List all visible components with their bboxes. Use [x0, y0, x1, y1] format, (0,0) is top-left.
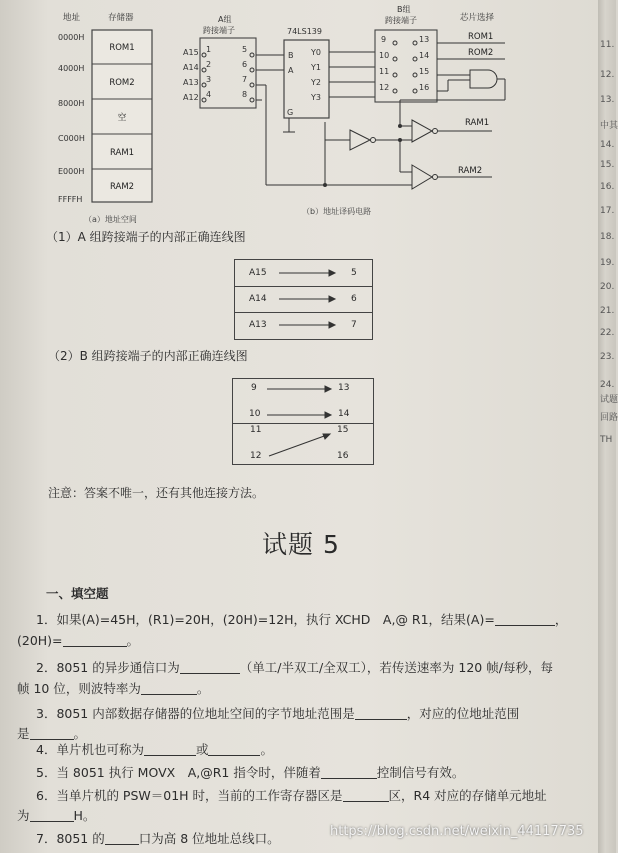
group-a-a14: A14 — [183, 63, 199, 72]
mem-block-ram2: RAM2 — [109, 182, 135, 192]
margin-text: 12. — [600, 70, 615, 80]
group-a-title: A组 — [218, 15, 232, 24]
question-7: 7．8051 的 口为高 8 位地址总线口。 — [36, 831, 280, 846]
svg-text:13: 13 — [419, 35, 430, 44]
question-6: 6．当单片机的 PSW＝01H 时，当前的工作寄存器区是 区，R4 对应的存储单元地址 — [36, 788, 547, 803]
svg-text:1: 1 — [206, 45, 212, 54]
svg-text:4: 4 — [206, 90, 212, 99]
table-a-right-3: 7 — [351, 320, 357, 330]
decoder-y0: Y0 — [311, 48, 321, 57]
answer-blank[interactable] — [355, 707, 407, 720]
margin-text: 17. — [600, 206, 615, 216]
chip-select-title: 芯片选择 — [460, 13, 495, 23]
question-1: 1．如果(A)=45H，(R1)=20H，(20H)=12H，执行 XCHD A,@ R1，结果(A)= ， — [36, 612, 568, 627]
margin-text: 16. — [600, 182, 615, 192]
decoder-input-a: A — [288, 66, 294, 75]
address-0000h: 0000H — [58, 33, 85, 42]
svg-text:8: 8 — [242, 90, 248, 99]
question-3: 3．8051 内部数据存储器的位地址空间的字节地址范围是 ，对应的位地址范围 — [36, 706, 520, 721]
answer-blank[interactable] — [141, 682, 197, 695]
next-page-edge — [598, 0, 616, 853]
decoder-input-g: G — [287, 108, 294, 117]
decoder-title: 74LS139 — [287, 27, 322, 36]
mem-block-rom2: ROM2 — [109, 78, 135, 88]
margin-text: 18. — [600, 232, 615, 242]
question-5: 5．当 8051 执行 MOVX A,@R1 指令时，伴随着 控制信号有效。 — [36, 765, 465, 780]
svg-text:6: 6 — [242, 60, 248, 69]
answer-blank[interactable] — [105, 832, 139, 845]
answer-blank[interactable] — [180, 661, 240, 674]
exam-title: 试题 5 — [262, 530, 340, 559]
mem-header-mem: 存储器 — [108, 13, 134, 23]
group-a-subtitle: 跨接端子 — [203, 26, 235, 35]
margin-text: 19. — [600, 258, 615, 268]
answer-blank[interactable] — [343, 789, 389, 802]
chip-select-rom2: ROM2 — [468, 48, 494, 58]
table-a — [234, 259, 373, 340]
margin-text: 13. — [600, 95, 615, 105]
group-a-a12: A12 — [183, 93, 199, 102]
margin-text: 11. — [600, 40, 615, 50]
answer-blank[interactable] — [63, 634, 127, 647]
table-a-left-3: A13 — [249, 320, 267, 330]
table-b-frame-lower — [232, 420, 374, 465]
caption-a: （a）地址空间 — [84, 215, 137, 224]
chip-select-ram1: RAM1 — [465, 118, 490, 128]
mem-block-rom1: ROM1 — [109, 43, 135, 53]
table-b: 9 10 13 14 — [232, 378, 374, 424]
svg-text:10: 10 — [379, 51, 390, 60]
address-4000h: 4000H — [58, 64, 85, 73]
table-a-left-1: A15 — [249, 268, 267, 278]
answer-blank[interactable] — [144, 743, 196, 756]
table-a-right-2: 6 — [351, 294, 357, 304]
question-6-cont: 为 H。 — [17, 808, 96, 823]
margin-text: 20. — [600, 282, 615, 292]
question-2: 2．8051 的异步通信口为 （单工/半双工/全双工），若传送速率为 120 帧/每秒，每 — [36, 660, 553, 675]
answer-line-2: （2）B 组跨接端子的内部正确连线图 — [48, 349, 248, 363]
answer-line-1: （1）A 组跨接端子的内部正确连线图 — [46, 230, 246, 244]
table-a-arrows — [235, 260, 372, 339]
margin-text: 中其 — [600, 121, 618, 131]
decoder-y1: Y1 — [311, 63, 321, 72]
mem-block-ram1: RAM1 — [109, 148, 135, 158]
margin-text: 24. — [600, 380, 615, 390]
watermark: https://blog.csdn.net/weixin_44117735 — [330, 824, 584, 839]
mem-header-addr: 地址 — [63, 13, 81, 23]
address-e000h: E000H — [58, 167, 85, 176]
answer-blank[interactable] — [30, 809, 74, 822]
address-decoder-figure — [0, 0, 600, 230]
margin-text: 21. — [600, 306, 615, 316]
table-a-left-2: A14 — [249, 294, 267, 304]
svg-text:9: 9 — [381, 35, 387, 44]
table-b-arrows-top — [233, 379, 373, 423]
mem-block-empty: 空 — [117, 113, 127, 123]
answer-blank[interactable] — [208, 743, 260, 756]
section-heading: 一、填空题 — [46, 586, 109, 601]
group-a-a15: A15 — [183, 48, 199, 57]
margin-text: TH — [600, 435, 613, 445]
answer-blank[interactable] — [495, 613, 555, 626]
svg-text:11: 11 — [379, 67, 390, 76]
group-a-a13: A13 — [183, 78, 199, 87]
margin-text: 试题 — [600, 395, 618, 405]
question-4: 4．单片机也可称为 或 。 — [36, 742, 273, 757]
decoder-y2: Y2 — [311, 78, 321, 87]
chip-select-ram2: RAM2 — [458, 166, 483, 176]
decoder-y3: Y3 — [311, 93, 321, 102]
svg-text:12: 12 — [379, 83, 390, 92]
group-b-title: B组 — [397, 5, 411, 14]
margin-text: 15. — [600, 160, 615, 170]
svg-text:16: 16 — [419, 83, 430, 92]
svg-text:15: 15 — [419, 67, 430, 76]
table-a-right-1: 5 — [351, 268, 357, 278]
answer-blank[interactable] — [30, 727, 74, 740]
answer-note: 注意：答案不唯一，还有其他连接方法。 — [48, 486, 265, 500]
svg-text:14: 14 — [419, 51, 430, 60]
table-b-arrow-cross — [233, 420, 373, 464]
question-1-cont: (20H)= 。 — [17, 633, 140, 648]
margin-text: 14. — [600, 140, 615, 150]
svg-text:7: 7 — [242, 75, 248, 84]
margin-text: 22. — [600, 328, 615, 338]
svg-text:3: 3 — [206, 75, 212, 84]
margin-text: 回路 — [600, 413, 618, 423]
address-8000h: 8000H — [58, 99, 85, 108]
decoder-input-b: B — [288, 51, 294, 60]
svg-text:5: 5 — [242, 45, 248, 54]
chip-select-rom1: ROM1 — [468, 32, 494, 42]
group-b-subtitle: 跨接端子 — [385, 16, 417, 25]
question-3-cont: 是 。 — [17, 726, 87, 741]
caption-b: （b）地址译码电路 — [302, 207, 372, 216]
svg-text:2: 2 — [206, 60, 212, 69]
address-c000h: C000H — [58, 134, 85, 143]
margin-text: 23. — [600, 352, 615, 362]
question-2-cont: 帧 10 位，则波特率为 。 — [17, 681, 210, 696]
address-ffffh: FFFFH — [58, 195, 83, 204]
answer-blank[interactable] — [321, 766, 377, 779]
